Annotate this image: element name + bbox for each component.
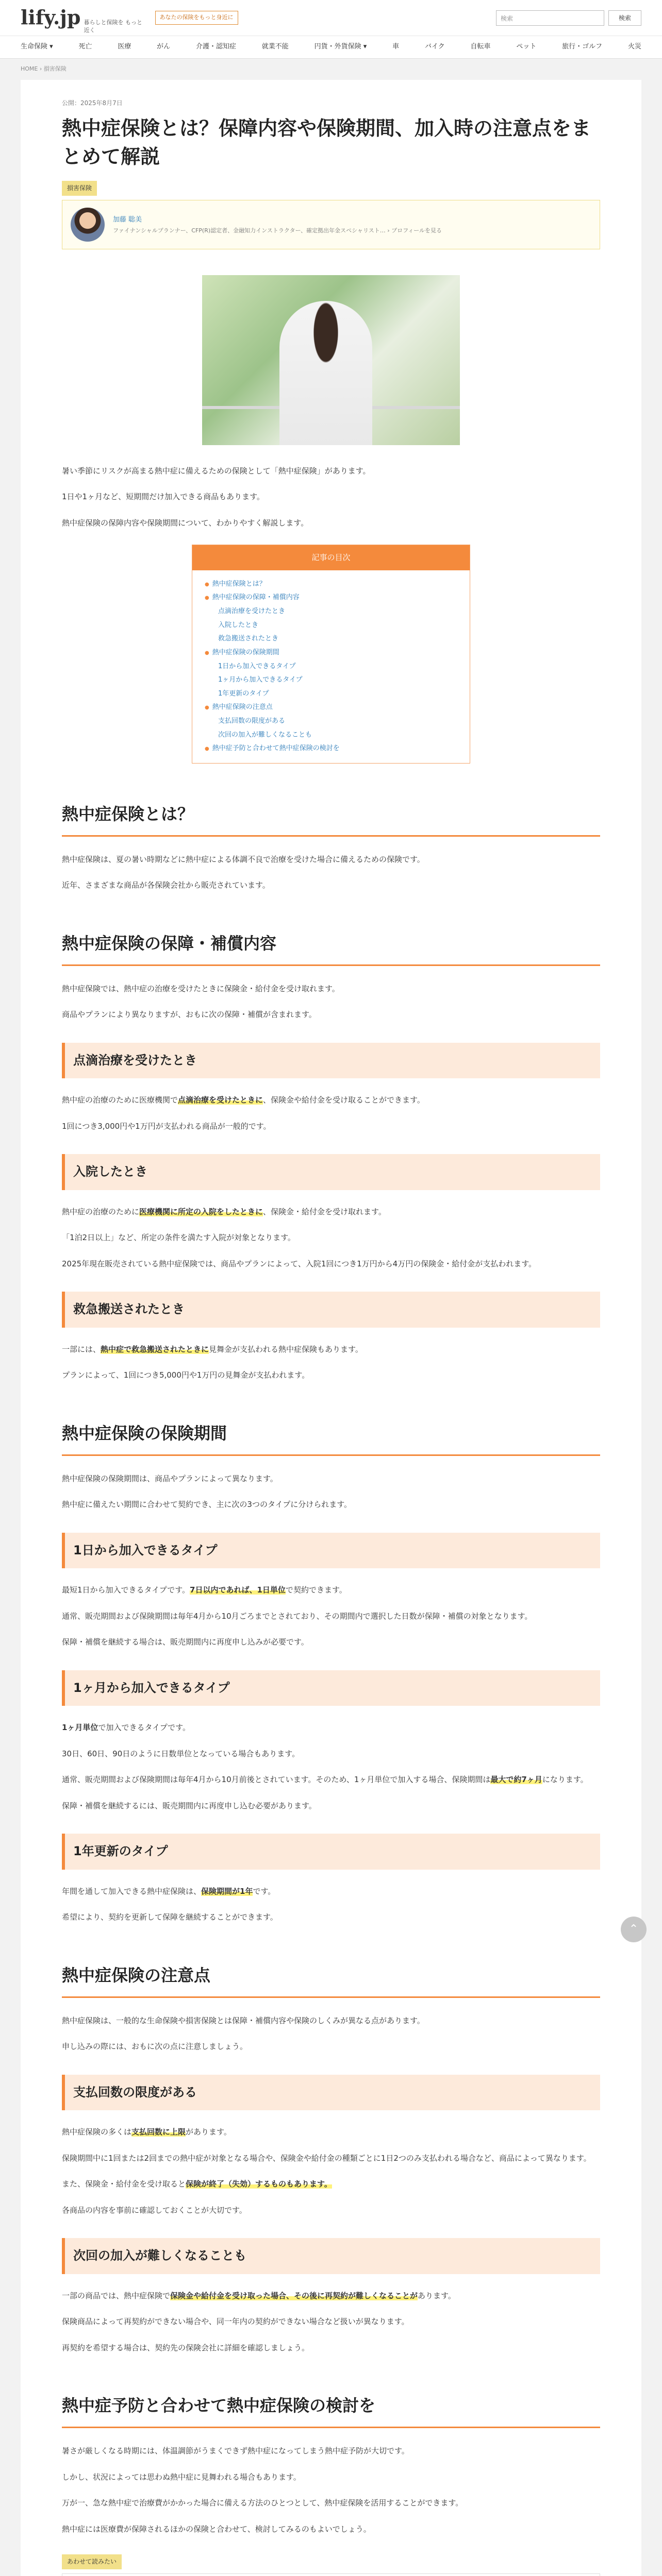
search-input[interactable]: 検索	[496, 10, 604, 26]
highlight-text: 保険期間が1年	[201, 1886, 253, 1896]
nav-item[interactable]: 医療	[118, 43, 131, 51]
toc-item[interactable]: ● 熱中症保険の保障・補償内容	[205, 591, 457, 605]
nav-item[interactable]: 火災	[627, 43, 641, 51]
section-heading: 熱中症保険の保険期間	[62, 1418, 600, 1456]
text: 見舞金が支払われる熱中症保険もあります。	[209, 1344, 363, 1354]
section-heading: 熱中症保険の注意点	[62, 1960, 600, 1998]
section-heading: 熱中症保険とは？	[62, 799, 600, 837]
paragraph: 保障・補償を継続するには、販売期間内に再度申し込む必要があります。	[62, 1801, 317, 1810]
author-box	[62, 200, 600, 249]
toc-list	[192, 570, 470, 763]
search-area	[496, 10, 641, 26]
text: 最短1日から加入できるタイプです。	[62, 1585, 190, 1595]
highlight-text: 支払回数に上限	[131, 2127, 186, 2137]
text: です。	[253, 1886, 276, 1896]
nav-item[interactable]: 車	[392, 43, 400, 51]
paragraph	[62, 1884, 600, 1899]
subsection-heading: 1年更新のタイプ	[62, 1834, 600, 1870]
highlight-text: 点滴治療を受けたときに	[178, 1095, 263, 1105]
hero-image	[202, 275, 460, 445]
toc-item[interactable]: 支払回数の限度がある	[218, 717, 286, 725]
paragraph: 「1泊2日以上」など、所定の条件を満たす入院が対象となります。	[62, 1233, 295, 1243]
subsection-heading: 救急搬送されたとき	[62, 1292, 600, 1328]
highlight-text: 熱中症で救急搬送されたときに	[101, 1344, 209, 1354]
paragraph	[62, 1772, 600, 1787]
text: 熱中症の治療のために医療機関で	[62, 1095, 178, 1105]
text: 熱中症保険の多くは	[62, 2127, 132, 2137]
nav-item[interactable]: ペット	[516, 43, 537, 51]
toc-item[interactable]: 1ヶ月から加入できるタイプ	[218, 676, 303, 684]
nav-item[interactable]: 死亡	[78, 43, 92, 51]
subsection-heading: 支払回数の限度がある	[62, 2075, 600, 2111]
paragraph: 暑さが厳しくなる時期には、体温調節がうまくできず熱中症になってしまう熱中症予防が大切です。	[62, 2446, 409, 2456]
text: 一部には、	[62, 1344, 101, 1354]
paragraph	[62, 1205, 600, 1219]
text: また、保険金・給付金を受け取ると	[62, 2179, 186, 2189]
site-logo[interactable]	[21, 0, 146, 37]
paragraph: 熱中症保険では、熱中症の治療を受けたときに保険金・給付金を受け取れます。	[62, 984, 340, 993]
paragraph: 2025年現在販売されている熱中症保険では、商品やプランによって、入院1回につき1万円から4万円の保険金・給付金が支払われます。	[62, 1259, 537, 1268]
author-name[interactable]: 加藤 聡美	[113, 216, 142, 224]
text: で加入できるタイプです。	[98, 1723, 190, 1733]
paragraph	[62, 1093, 600, 1108]
paragraph	[62, 1583, 600, 1598]
text: 通常、販売期間および保険期間は毎年4月から10月前後とされています。そのため、1ヶ月単位で加入する場合、保険期間は	[62, 1775, 491, 1785]
paragraph: 万が一、急な熱中症で治療費がかかった場合に備える方法のひとつとして、熱中症保険を活用することができます。	[62, 2498, 464, 2508]
intro-paragraph: 熱中症保険の保障内容や保険期間について、わかりやすく解説します。	[62, 518, 309, 528]
paragraph	[62, 2125, 600, 2140]
text: になります。	[542, 1775, 588, 1785]
hero-figure	[279, 301, 372, 445]
text: 年間を通して加入できる熱中症保険は、	[62, 1886, 202, 1896]
intro-paragraph: 1日や1ヶ月など、短期間だけ加入できる商品もあります。	[62, 492, 264, 502]
related-article	[62, 2554, 600, 2576]
paragraph: 保険商品によって再契約ができない場合や、同一年内の契約ができない場合など扱いが異なります。	[62, 2317, 409, 2327]
text: があります。	[186, 2127, 231, 2137]
highlight-text: 最大で約7ヶ月	[490, 1775, 542, 1785]
toc-item[interactable]: 入院したとき	[218, 621, 259, 629]
paragraph: 熱中症には医療費が保障されるほかの保険と合わせて、検討してみるのもよいでしょう。	[62, 2524, 371, 2534]
paragraph: 熱中症に備えたい期間に合わせて契約でき、主に次の3つのタイプに分けられます。	[62, 1500, 352, 1510]
highlight-text: 7日以内であれば、1日単位	[190, 1585, 286, 1595]
text: あります。	[418, 2291, 456, 2300]
toc-item[interactable]: 点滴治療を受けたとき	[218, 607, 286, 615]
subsection-heading: 次回の加入が難しくなることも	[62, 2238, 600, 2274]
toc-item[interactable]: 1日から加入できるタイプ	[218, 662, 296, 670]
paragraph: 1回につき3,000円や1万円が支払われる商品が一般的です。	[62, 1121, 271, 1131]
related-card[interactable]	[62, 2573, 600, 2576]
paragraph: プランによって、1回につき5,000円や1万円の見舞金が支払われます。	[62, 1370, 310, 1380]
page-title: 熱中症保険とは？保障内容や保険期間、加入時の注意点をまとめて解説	[62, 116, 591, 168]
paragraph	[62, 2177, 600, 2192]
highlight-text: 保険が終了（失効）するものもあります。	[186, 2179, 332, 2189]
paragraph: しかし、状況によっては思わぬ熱中症に見舞われる場合もあります。	[62, 2472, 301, 2482]
table-of-contents	[192, 545, 470, 764]
category-badge[interactable]: 損害保険	[62, 181, 97, 196]
paragraph: 30日、60日、90日のように日数単位となっている場合もあります。	[62, 1749, 300, 1758]
text: で契約できます。	[285, 1585, 347, 1595]
paragraph: 近年、さまざまな商品が各保険会社から販売されています。	[62, 880, 270, 890]
highlight-text: 医療機関に所定の入院をしたときに	[139, 1207, 263, 1216]
article	[21, 80, 641, 2576]
toc-item[interactable]: 次回の加入が難しくなることも	[218, 731, 312, 739]
publish-date: 公開：2025年8月7日	[62, 99, 123, 107]
nav-item[interactable]: 自転車	[470, 43, 491, 51]
search-button[interactable]: 検索	[608, 10, 641, 26]
toc-item[interactable]: ● 熱中症保険とは？	[205, 578, 457, 591]
section-heading: 熱中症保険の保障・補償内容	[62, 928, 600, 966]
paragraph: 各商品の内容を事前に確認しておくことが大切です。	[62, 2205, 247, 2215]
text: 、保険金や給付金を受け取ることができます。	[263, 1095, 425, 1105]
text: 、保険金・給付金を受け取れます。	[263, 1207, 386, 1216]
author-avatar	[71, 208, 105, 242]
highlight-text: 保険金や給付金を受け取った場合、その後に再契約が難しくなることが	[170, 2291, 418, 2300]
nav-item[interactable]: 就業不能	[261, 43, 289, 51]
author-description[interactable]: ファイナンシャルプランナー、CFP(R)認定者、金融知力インストラクター、確定拠出年金スペシャリスト… › プロフィールを見る	[113, 227, 442, 234]
toc-item[interactable]: ● 熱中症保険の注意点	[205, 701, 457, 715]
intro-paragraph: 暑い季節にリスクが高まる熱中症に備えるための保険として「熱中症保険」があります。	[62, 466, 371, 476]
toc-title: 記事の目次	[192, 545, 470, 570]
main-nav	[0, 36, 662, 59]
text: 一部の商品では、熱中症保険で	[62, 2291, 171, 2300]
nav-item[interactable]: 円貨・外貨保険 ▾	[314, 43, 367, 51]
toc-item[interactable]: 救急搬送されたとき	[218, 635, 279, 643]
header-tagline: あなたの保険をもっと身近に	[155, 11, 238, 25]
paragraph: 保障・補償を継続する場合は、販売期間内に再度申し込みが必要です。	[62, 1637, 309, 1647]
paragraph: 商品やプランにより異なりますが、おもに次の保障・補償が含まれます。	[62, 1010, 317, 1020]
paragraph	[62, 1342, 600, 1357]
toc-item[interactable]: 1年更新のタイプ	[218, 689, 269, 698]
logo-text[interactable]: lify.jp	[21, 6, 81, 29]
paragraph: 申し込みの際には、おもに次の点に注意しましょう。	[62, 2042, 248, 2052]
paragraph: 通常、販売期間および保険期間は毎年4月から10月ごろまでとされており、その期間内で選択した日数が保障・補償の対象となります。	[62, 1611, 533, 1621]
subsection-heading: 点滴治療を受けたとき	[62, 1043, 600, 1079]
paragraph: 熱中症保険は、夏の暑い時期などに熱中症による体調不良で治療を受けた場合に備えるための保険です。	[62, 854, 425, 864]
scroll-to-top-button[interactable]: ⌃	[621, 1917, 647, 1942]
subsection-heading: 入院したとき	[62, 1154, 600, 1190]
paragraph: 熱中症保険の保険期間は、商品やプランによって異なります。	[62, 1473, 278, 1483]
section-heading: 熱中症予防と合わせて熱中症保険の検討を	[62, 2390, 600, 2428]
paragraph	[62, 1720, 600, 1735]
toc-item[interactable]: ● 熱中症予防と合わせて熱中症保険の検討を	[205, 742, 457, 756]
nav-item[interactable]: がん	[157, 43, 171, 51]
bold-text: 1ヶ月単位	[62, 1723, 98, 1733]
paragraph: 保険期間中に1回または2回までの熱中症が対象となる場合や、保険金や給付金の種類ごとに1日2つのみ支払われる場合など、商品によって異なります。	[62, 2153, 591, 2163]
text: 熱中症の治療のために	[62, 1207, 140, 1216]
paragraph: 熱中症保険は、一般的な生命保険や損害保険とは保障・補償内容や保険のしくみが異なる点があります。	[62, 2015, 425, 2025]
top-header	[0, 0, 662, 36]
paragraph: 希望により、契約を更新して保障を継続することができます。	[62, 1912, 278, 1922]
subsection-heading: 1ヶ月から加入できるタイプ	[62, 1670, 600, 1706]
nav-item[interactable]: バイク	[424, 43, 445, 51]
nav-item[interactable]: 旅行・ゴルフ	[562, 43, 603, 51]
logo-subtitle: 暮らしと保険を もっと近く	[84, 19, 142, 33]
nav-item[interactable]: 生命保険 ▾	[21, 43, 53, 51]
paragraph: 再契約を希望する場合は、契約先の保険会社に詳細を確認しましょう。	[62, 2343, 310, 2352]
related-label: あわせて読みたい	[62, 2554, 122, 2569]
subsection-heading: 1日から加入できるタイプ	[62, 1533, 600, 1569]
toc-item[interactable]: ● 熱中症保険の保険期間	[205, 646, 457, 660]
nav-item[interactable]: 介護・認知症	[195, 43, 236, 51]
breadcrumb[interactable]: HOME › 損害保険	[21, 65, 67, 72]
paragraph	[62, 2289, 600, 2303]
